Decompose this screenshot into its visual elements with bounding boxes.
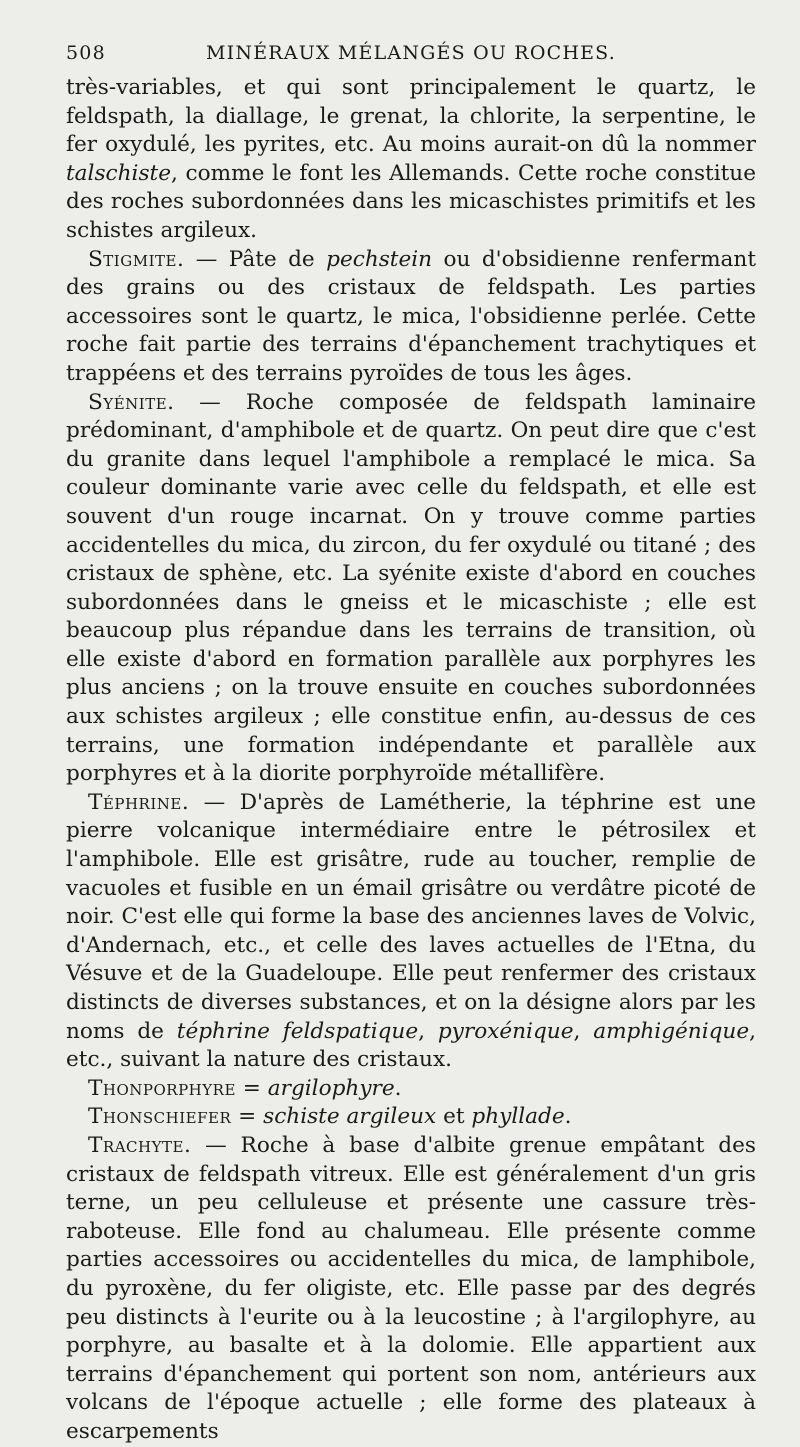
text-run: , comme le font les Allemands. Cette roche constitue des roches subordonnées dans les micaschistes primitifs et les schistes argileux. <box>66 160 756 243</box>
italic-term: phyllade <box>471 1104 565 1130</box>
entry-term: Thonporphyre <box>88 1075 236 1101</box>
text-run: — Roche à base d'albite grenue empâtant des cristaux de feldspath vitreux. Elle est généralement d'un gris terne, un peu celluleuse et présente une cassure très-raboteuse. Elle fond au chalumeau. Elle présente comme parties accessoires ou accidentelles du mica, de lamphibole, du pyroxène, du fer oligiste, etc. Elle passe par des degrés peu distincts à l'eurite ou à la leucostine ; à l'argilophyre, au porphyre, au basalte et à la dolomie. Elle appartient aux terrains d'épanchement qui portent son nom, antérieurs aux volcans de l'époque actuelle ; elle forme des plateaux à escarpements <box>66 1132 756 1444</box>
text-run: et <box>436 1104 472 1130</box>
paragraph <box>66 1075 756 1104</box>
text-run: , <box>418 1018 438 1044</box>
paragraph <box>66 1103 756 1132</box>
entry-term: Syénite <box>88 389 168 415</box>
text-run: = <box>231 1104 264 1130</box>
entry-term: Trachyte. <box>88 1132 192 1158</box>
text-run: = <box>235 1075 268 1101</box>
entry-term: Thonschiefer <box>88 1104 232 1130</box>
page-number: 508 <box>66 42 106 64</box>
paragraph <box>66 74 756 246</box>
running-title: MINÉRAUX MÉLANGÉS OU ROCHES. <box>206 42 616 64</box>
italic-term: schiste argileux <box>263 1104 437 1130</box>
text-run: — Pâte de <box>184 246 327 272</box>
italic-term: pyroxénique <box>437 1018 574 1044</box>
italic-term: argilophyre <box>267 1075 395 1101</box>
entry-term: Stigmite. <box>88 246 185 272</box>
text-run: , etc., suivant la nature des cristaux. <box>66 1018 756 1073</box>
italic-term: pechstein <box>326 246 433 272</box>
text-run: . <box>564 1104 572 1130</box>
text-run: , <box>573 1018 594 1044</box>
page-header <box>66 38 756 74</box>
paragraph <box>66 389 756 789</box>
paragraph <box>66 246 756 389</box>
text-run: ou d'obsidienne renfermant des grains ou des cristaux de feldspath. Les parties accessoires sont le quartz, le mica, l'obsidienne perlée. Cette roche fait partie des terrains d'épanchement trachytiques et trappéens et des terrains pyroïdes de tous les âges. <box>66 246 756 386</box>
text-run: — D'après de Lamétherie, la téphrine est une pierre volcanique intermédiaire entre le pétrosilex et l'amphibole. Elle est grisâtre, rude au toucher, remplie de vacuoles et fusible en un émail grisâtre ou verdâtre picoté de noir. C'est elle qui forme la base des anciennes laves de Volvic, d'Andernach, etc., et celle des laves actuelles de l'Etna, du Vésuve et de la Guadeloupe. Elle peut renfermer des cristaux distincts de diverses substances, et on la désigne alors par les noms de <box>66 789 756 1044</box>
entry-term: Téphrine. <box>88 789 190 815</box>
text-run: très-variables, et qui sont principalement le quartz, le feldspath, la diallage, le grenat, la chlorite, la serpentine, le fer oxydulé, les pyrites, etc. Au moins aurait-on dû la nommer <box>66 75 756 158</box>
italic-term: talschiste <box>66 160 171 186</box>
text-run: . — Roche composée de feldspath laminaire prédominant, d'amphibole et de quartz. On peut dire que c'est du granite dans lequel l'amphibole a remplacé le mica. Sa couleur dominante varie avec celle du feldspath, et elle est souvent d'un rouge incarnat. On y trouve comme parties accidentelles du mica, du zircon, du fer oxydulé ou titané ; des cristaux de sphène, etc. La syénite existe d'abord en couches subordonnées dans le gneiss et le micaschiste ; elle est beaucoup plus répandue dans les terrains de transition, où elle existe d'abord en formation parallèle aux porphyres les plus anciens ; on la trouve ensuite en couches subordonnées aux schistes argileux ; elle constitue enfin, au-dessus de ces terrains, une formation indépendante et parallèle aux porphyres et à la diorite porphyroïde métallifère. <box>66 389 756 787</box>
body-text <box>66 74 756 1447</box>
paragraph <box>66 789 756 1075</box>
paragraph <box>66 1132 756 1447</box>
italic-term: téphrine feldspatique <box>176 1018 419 1044</box>
text-run: . <box>394 1075 402 1101</box>
italic-term: amphigénique <box>593 1018 750 1044</box>
